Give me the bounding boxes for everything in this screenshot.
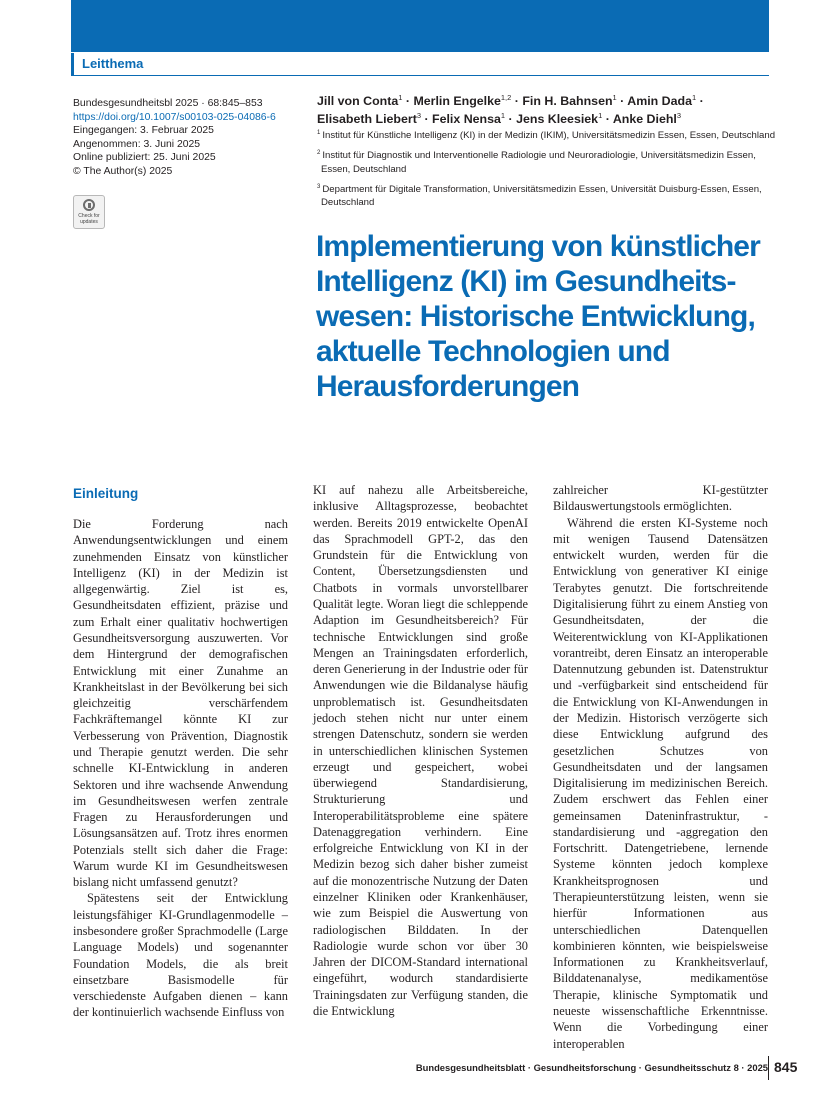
doi-link[interactable]: https://doi.org/10.1007/s00103-025-04086-6	[73, 111, 276, 123]
author-name: Felix Nensa	[432, 111, 501, 126]
check-for-updates-label: Check for updates	[78, 213, 100, 225]
body-paragraph: Die Forderung nach Anwendungsentwicklungen und einem zunehmenden Einsatz von künstlicher Intelligenz (KI) in der Medizin ist allgegenwärtig. Ziel ist es, Gesundheitsdaten effizient, präzise und zum Erhalt einer qualitativ hochwertigen Gesundheitsversorgung auszuwerten. Vor dem Hintergrund der demografischen Entwicklung mit einer Zunahme an Krankheitslast in der Bevölkerung bei sich gleichzeitig verschärfendem Fachkräftemangel könnte KI zur Verbesserung von Prävention, Diagnostik und Therapie genutzt werden. Die sehr schnelle KI-Entwicklung in anderen Sektoren und ihre wachsende Anwendung im Gesundheitswesen werfen zentrale Fragen zu Herausforderungen und Lösungsansätzen auf. Trotz ihres enormen Potenzials stellt sich daher die Frage: Warum wurde KI im Gesundheitswesen bislang nicht umfassend genutzt?	[73, 517, 288, 890]
article-meta	[73, 97, 303, 179]
section-label: Leitthema	[82, 56, 144, 71]
author-name: Elisabeth Liebert	[317, 111, 417, 126]
author-affiliation-ref: 1	[398, 93, 403, 102]
body-paragraph: Spätestens seit der Entwicklung leistungsfähiger KI-Grundlagenmodelle – insbesondere großer Sprachmodelle (Large Language Models) und sogenannter Foundation Models, die als breit einsetzbare Basismodelle für verschiedenste Aufgaben dienen – kann der kontinuierlich wachsende Einfluss von	[73, 891, 288, 1020]
published-date: Online publiziert: 25. Juni 2025	[73, 152, 216, 164]
affiliation: $^2$ Institut für Diagnostik und Interventionelle Radiologie und Neuroradiologie, Universitätsmedizin Essen, Essen, Deutschland	[317, 150, 756, 175]
body-paragraph: KI auf nahezu alle Arbeitsbereiche, inklusive Alltagsprozesse, beobachtet werden. Bereits 2019 entwickelte OpenAI das Sprachmodell GPT-2, das den Grundstein für die Entwicklung von Content, Übersetzungsdiensten und Chatbots in vormals unvorstellbarer Qualität legte. Woran liegt die schleppende Adaption im Gesundheitsbereich? Für technische Entwicklungen sind große Mengen an Trainingsdaten erforderlich, deren Generierung in der Industrie oder für Anwendungen wie die Bildanalyse häufig unproblematisch ist. Gesundheitsdaten jedoch stehen nicht nur unter einem strengen Datenschutz, sondern sie werden in unterschiedlichen klinischen Systemen erzeugt und gespeichert, wobei überwiegend Standardisierung, Strukturierung und Interoperabilitätsprobleme eine spätere Datenaggregation verhindern. Eine erfolgreiche Entwicklung von KI in der Medizin bezog sich daher bisher zumeist auf die monozentrische Nutzung der Daten einzelner Kliniken oder Krankenhäuser, wie zum Beispiel die Auswertung von radiologischen Bilddaten. In der Radiologie wurde schon vor über 30 Jahren der DICOM-Standard international eingeführt, wodurch standardisierte Trainingsdaten zur Verfügung standen, die die Entwicklung	[313, 483, 528, 1018]
author-name: Anke Diehl	[612, 111, 677, 126]
copyright: © The Author(s) 2025	[73, 165, 173, 177]
affiliation: $^3$ Department für Digitale Transformation, Universitätsmedizin Essen, Universität Duisburg-Essen, Essen, Deutschland	[317, 183, 762, 209]
author-affiliation-ref: 1	[612, 93, 617, 102]
section-bar	[71, 53, 769, 76]
bookmark-icon	[83, 199, 95, 211]
body-column-1	[73, 484, 288, 1021]
journal-citation: Bundesgesundheitsbl 2025 · 68:845–853	[73, 98, 263, 109]
affiliation-list	[317, 129, 777, 216]
footer-divider	[768, 1056, 769, 1080]
body-paragraph: Während die ersten KI-Systeme noch mit wenigen Tausend Datensätzen entwickelt wurden, werden für die Entwicklung von generativer KI einige Terabytes genutzt. Die fortschreitende Digitalisierung führt zu einem Anstieg von Gesundheitsdaten, der die Weiterentwicklung von KI-Applikationen vorantreibt, deren Einsatz an interoperable Datennutzung gebunden ist. Datenstruktur und -verfügbarkeit sind entscheidend für die Entwicklung von KI-Anwendungen in der Medizin. Historisch verzögerte sich diese Entwicklung aufgrund des gesetzlichen Schutzes von Gesundheitsdaten und der langsamen Digitalisierung im medizinischen Bereich. Zudem erschwert das Fehlen einer gemeinsamen Dateninfrastruktur, -standardisierung und -aggregation den Fortschritt. Datengetriebene, lernende Systeme könnten jedoch komplexe Krankheitsprognosen und Therapieunterstützung leisten, wenn sie hierfür Informationen aus unterschiedlichen Datenquellen kombinieren könnten, wie beispielsweise Informationen zu Krankheitsverlauf, Bilddatenanalyse, medikamentöse Therapie, klinische Symptomatik und neueste wissenschaftliche Erkenntnisse. Wenn die Vorbedingung einer interoperablen	[553, 515, 768, 1051]
received-date: Eingegangen: 3. Februar 2025	[73, 125, 214, 137]
author-affiliation-ref: 3	[676, 110, 682, 120]
author-name: Merlin Engelke	[413, 94, 501, 108]
author-name: Fin H. Bahnsen	[522, 94, 613, 108]
section-heading: Einleitung	[73, 486, 139, 501]
header-color-band	[71, 0, 769, 52]
body-column-3	[553, 482, 768, 1052]
accepted-date: Angenommen: 3. Juni 2025	[73, 138, 201, 150]
author-name: Jens Kleesiek	[516, 111, 599, 126]
author-affiliation-ref: 1	[598, 110, 603, 120]
author-affiliation-ref: 1	[500, 110, 506, 120]
article-title: Implementierung von künstlicher Intelligenz (KI) im Gesundheits-wesen: Historische Entwicklung, aktuelle Technologien und Herausforderungen	[316, 230, 760, 403]
author-affiliation-ref: 1,2	[500, 93, 512, 102]
body-paragraph: zahlreicher KI-gestützter Bildauswertungstools ermöglichten.	[553, 483, 768, 514]
author-name: Jill von Conta	[317, 94, 399, 108]
body-column-2	[313, 482, 528, 1019]
author-affiliation-ref: 1	[691, 93, 697, 102]
author-list: Jill von Conta$^1$ · Merlin Engelke$^{1,2}$ · Fin H. Bahnsen$^1$ · Amin Dada$^1$ · Elisabeth Liebert$^3$ · Felix Nensa$^1$ · Jens Kleesiek$^1$ · Anke Diehl$^3$	[317, 93, 704, 126]
footer-journal: Bundesgesundheitsblatt · Gesundheitsforschung · Gesundheitsschutz 8 · 2025	[415, 1062, 768, 1073]
affiliation: $^1$ Institut für Künstliche Intelligenz (KI) in der Medizin (IKIM), Universitätsmedizin Essen, Essen, Deutschland	[317, 130, 776, 141]
author-affiliation-ref: 3	[416, 110, 422, 120]
author-name: Amin Dada	[627, 94, 692, 108]
check-for-updates-button[interactable]	[73, 195, 105, 229]
page-number: 845	[774, 1059, 798, 1075]
